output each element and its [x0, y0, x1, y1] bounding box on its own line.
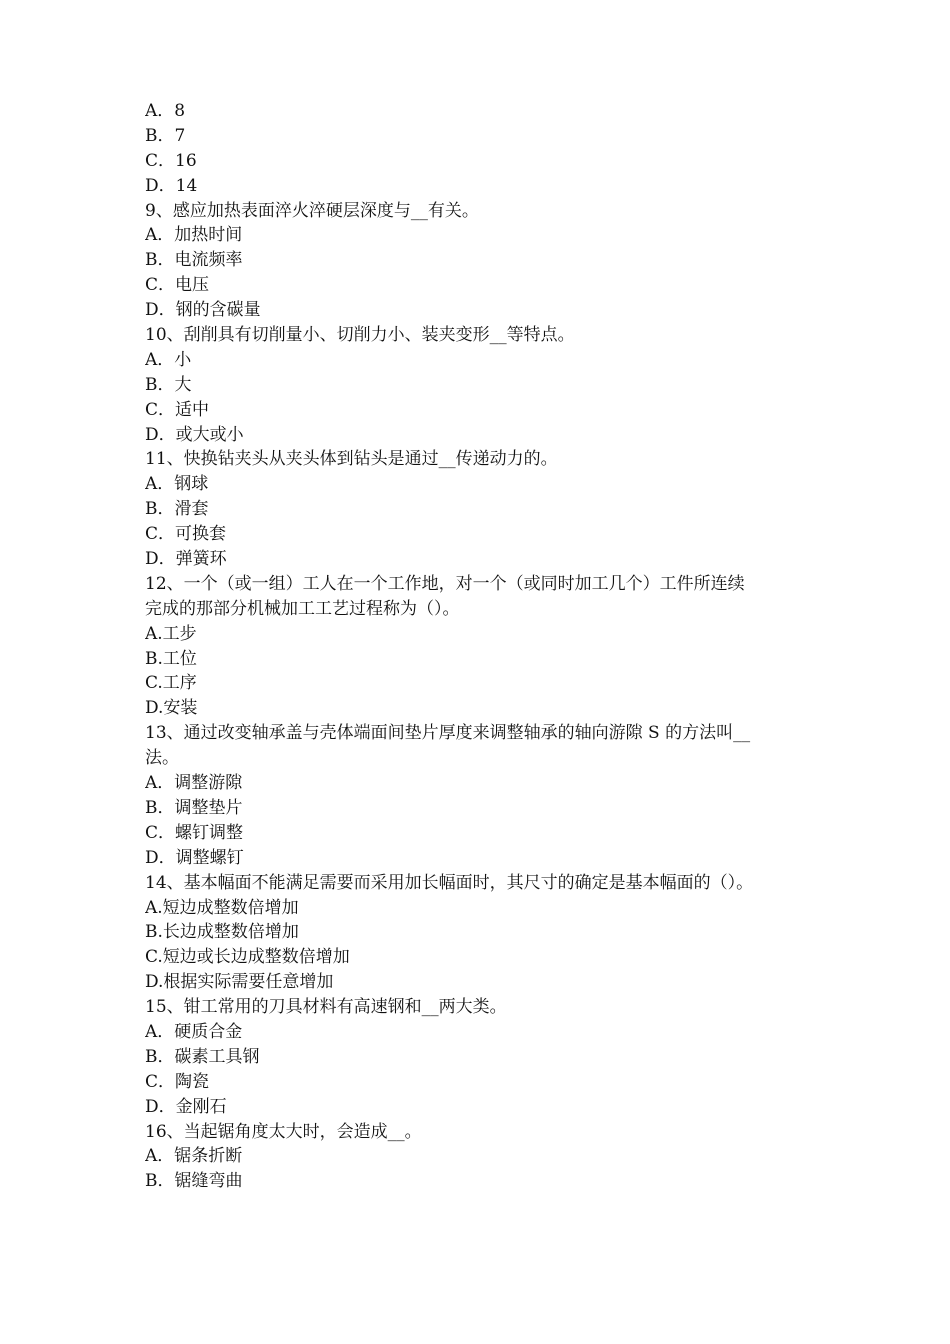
- text-line: 14、基本幅面不能满足需要而采用加长幅面时，其尺寸的确定是基本幅面的（）。: [145, 872, 754, 893]
- text-line: C.短边或长边成整数倍增加: [145, 947, 350, 968]
- text-line: B．碳素工具钢: [145, 1046, 260, 1067]
- text-line: B．7: [145, 125, 186, 146]
- text-line: D．调整螺钉: [145, 847, 244, 868]
- text-line: B.长边成整数倍增加: [145, 922, 299, 943]
- text-line: C．16: [145, 150, 197, 171]
- text-line: B．滑套: [145, 499, 209, 520]
- text-line: 16、当起锯角度太大时，会造成__。: [145, 1121, 422, 1142]
- text-line: D．弹簧环: [145, 549, 227, 570]
- text-line: D.安装: [145, 698, 198, 719]
- text-line: D．或大或小: [145, 424, 244, 445]
- text-line: A．调整游隙: [145, 773, 243, 794]
- text-line: C．陶瓷: [145, 1071, 210, 1092]
- text-line: A．加热时间: [145, 225, 243, 246]
- text-line: 10、刮削具有切削量小、切削力小、装夹变形__等特点。: [145, 325, 575, 346]
- text-line: A．8: [145, 101, 186, 121]
- text-line: C．可换套: [145, 524, 227, 545]
- text-line: C．电压: [145, 275, 210, 296]
- text-line: B．锯缝弯曲: [145, 1171, 243, 1192]
- text-line: A.短边成整数倍增加: [145, 897, 299, 918]
- text-line: D.根据实际需要任意增加: [145, 972, 334, 993]
- text-line: D．14: [145, 175, 198, 196]
- text-line: B．调整垫片: [145, 797, 243, 818]
- text-line: A．钢球: [145, 474, 209, 495]
- text-line: C．螺钉调整: [145, 822, 244, 843]
- text-line: B．大: [145, 374, 192, 395]
- text-line: B.工位: [145, 648, 197, 669]
- text-line: A．小: [145, 349, 192, 370]
- text-line: 11、快换钻夹头从夹头体到钻头是通过__传递动力的。: [145, 449, 558, 470]
- text-line: 完成的那部分机械加工工艺过程称为（）。: [145, 598, 460, 619]
- text-line: A.工步: [145, 623, 197, 644]
- text-line: 法。: [145, 748, 179, 769]
- text-line: D．金刚石: [145, 1096, 227, 1117]
- text-line: 13、通过改变轴承盖与壳体端面间垫片厚度来调整轴承的轴向游隙 S 的方法叫__: [145, 723, 751, 744]
- text-line: B．电流频率: [145, 250, 243, 271]
- text-line: 9、感应加热表面淬火淬硬层深度与__有关。: [145, 200, 479, 221]
- text-line: C.工序: [145, 673, 197, 694]
- text-line: A．硬质合金: [145, 1021, 243, 1042]
- text-line: A．锯条折断: [145, 1146, 243, 1167]
- text-line: 12、一个（或一组）工人在一个工作地，对一个（或同时加工几个）工件所连续: [145, 573, 745, 594]
- text-line: D．钢的含碳量: [145, 300, 261, 321]
- text-line: C．适中: [145, 399, 210, 420]
- text-line: 15、钳工常用的刀具材料有高速钢和__两大类。: [145, 997, 507, 1018]
